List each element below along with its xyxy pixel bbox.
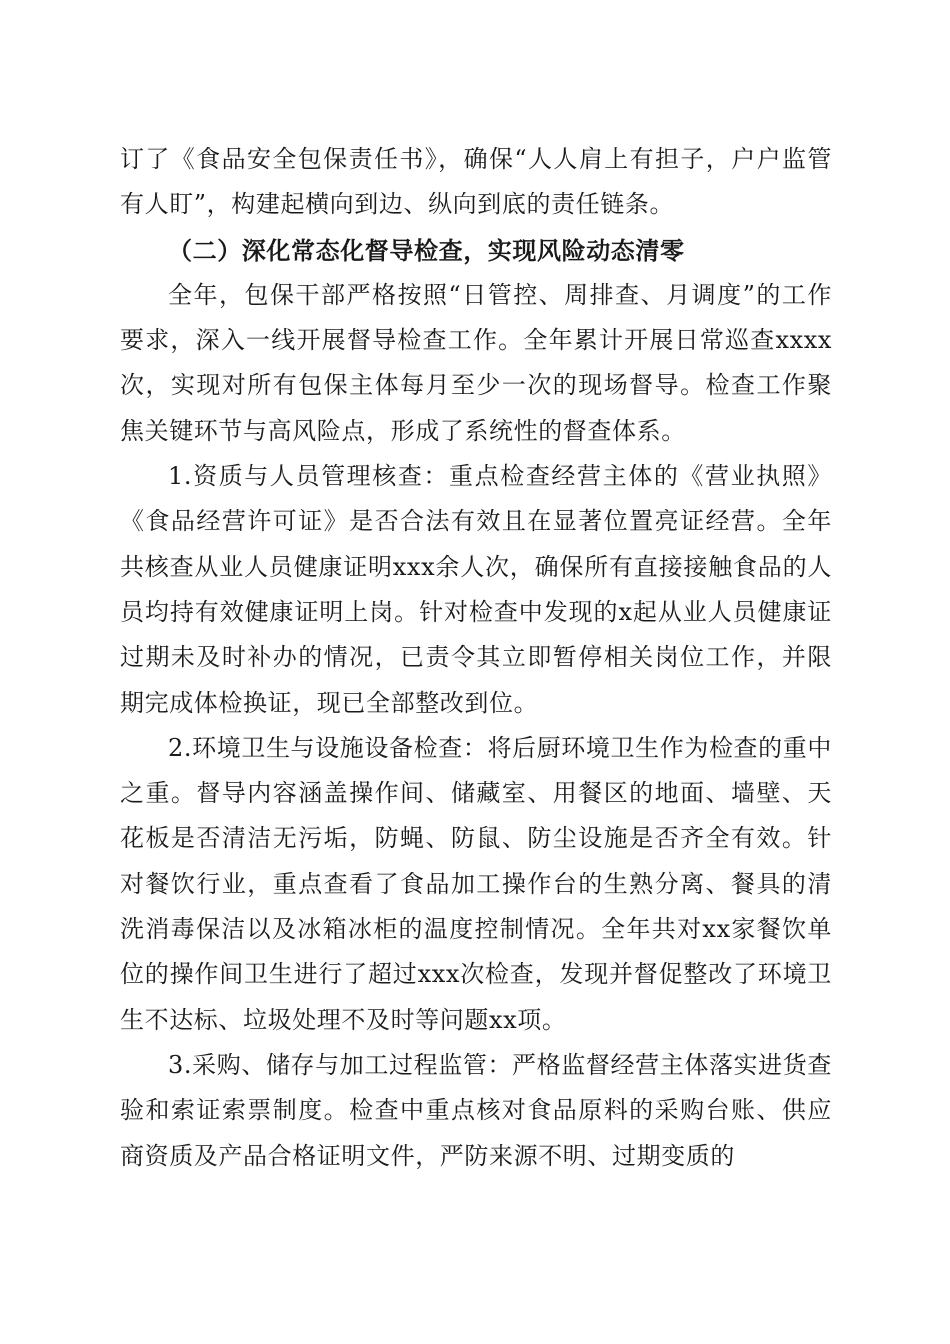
body-paragraph-qualification: 1.资质与人员管理核查：重点检查经营主体的《营业执照》《食品经营许可证》是否合法有效且在显著位置亮证经营。全年共核查从业人员健康证明xxx余人次，确保所有直接接触食品的人员均持有效健康证明上岗。针对检查中发现的x起从业人员健康证过期未及时补办的情况，已责令其立即暂停相关岗位工作，并限期完成体检换证，现已全部整改到位。	[120, 462, 832, 717]
section-heading: （二）深化常态化督导检查，实现风险动态清零	[168, 235, 685, 265]
body-paragraph-procurement: 3.采购、储存与加工过程监管：严格监督经营主体落实进货查验和索证索票制度。检查中重点核对食品原料的采购台账、供应商资质及产品合格证明文件，严防来源不明、过期变质的	[120, 1050, 832, 1170]
continuation-paragraph: 订了《食品安全包保责任书》，确保“人人肩上有担子，户户监管有人盯”，构建起横向到边、纵向到底的责任链条。	[120, 145, 832, 219]
body-paragraph-environment: 2.环境卫生与设施设备检查：将后厨环境卫生作为检查的重中之重。督导内容涵盖操作间、储藏室、用餐区的地面、墙壁、天花板是否清洁无污垢，防蝇、防鼠、防尘设施是否齐全有效。针对餐饮行业，重点查看了食品加工操作台的生熟分离、餐具的清洗消毒保洁以及冰箱冰柜的温度控制情况。全年共对xx家餐饮单位的操作间卫生进行了超过xxx次检查，发现并督促整改了环境卫生不达标、垃圾处理不及时等问题xx项。	[120, 733, 832, 1034]
document-body	[120, 137, 832, 1179]
body-paragraph-overview: 全年，包保干部严格按照“日管控、周排查、月调度”的工作要求，深入一线开展督导检查工作。全年累计开展日常巡查xxxx次，实现对所有包保主体每月至少一次的现场督导。检查工作聚焦关键环节与高风险点，形成了系统性的督查体系。	[120, 280, 832, 445]
